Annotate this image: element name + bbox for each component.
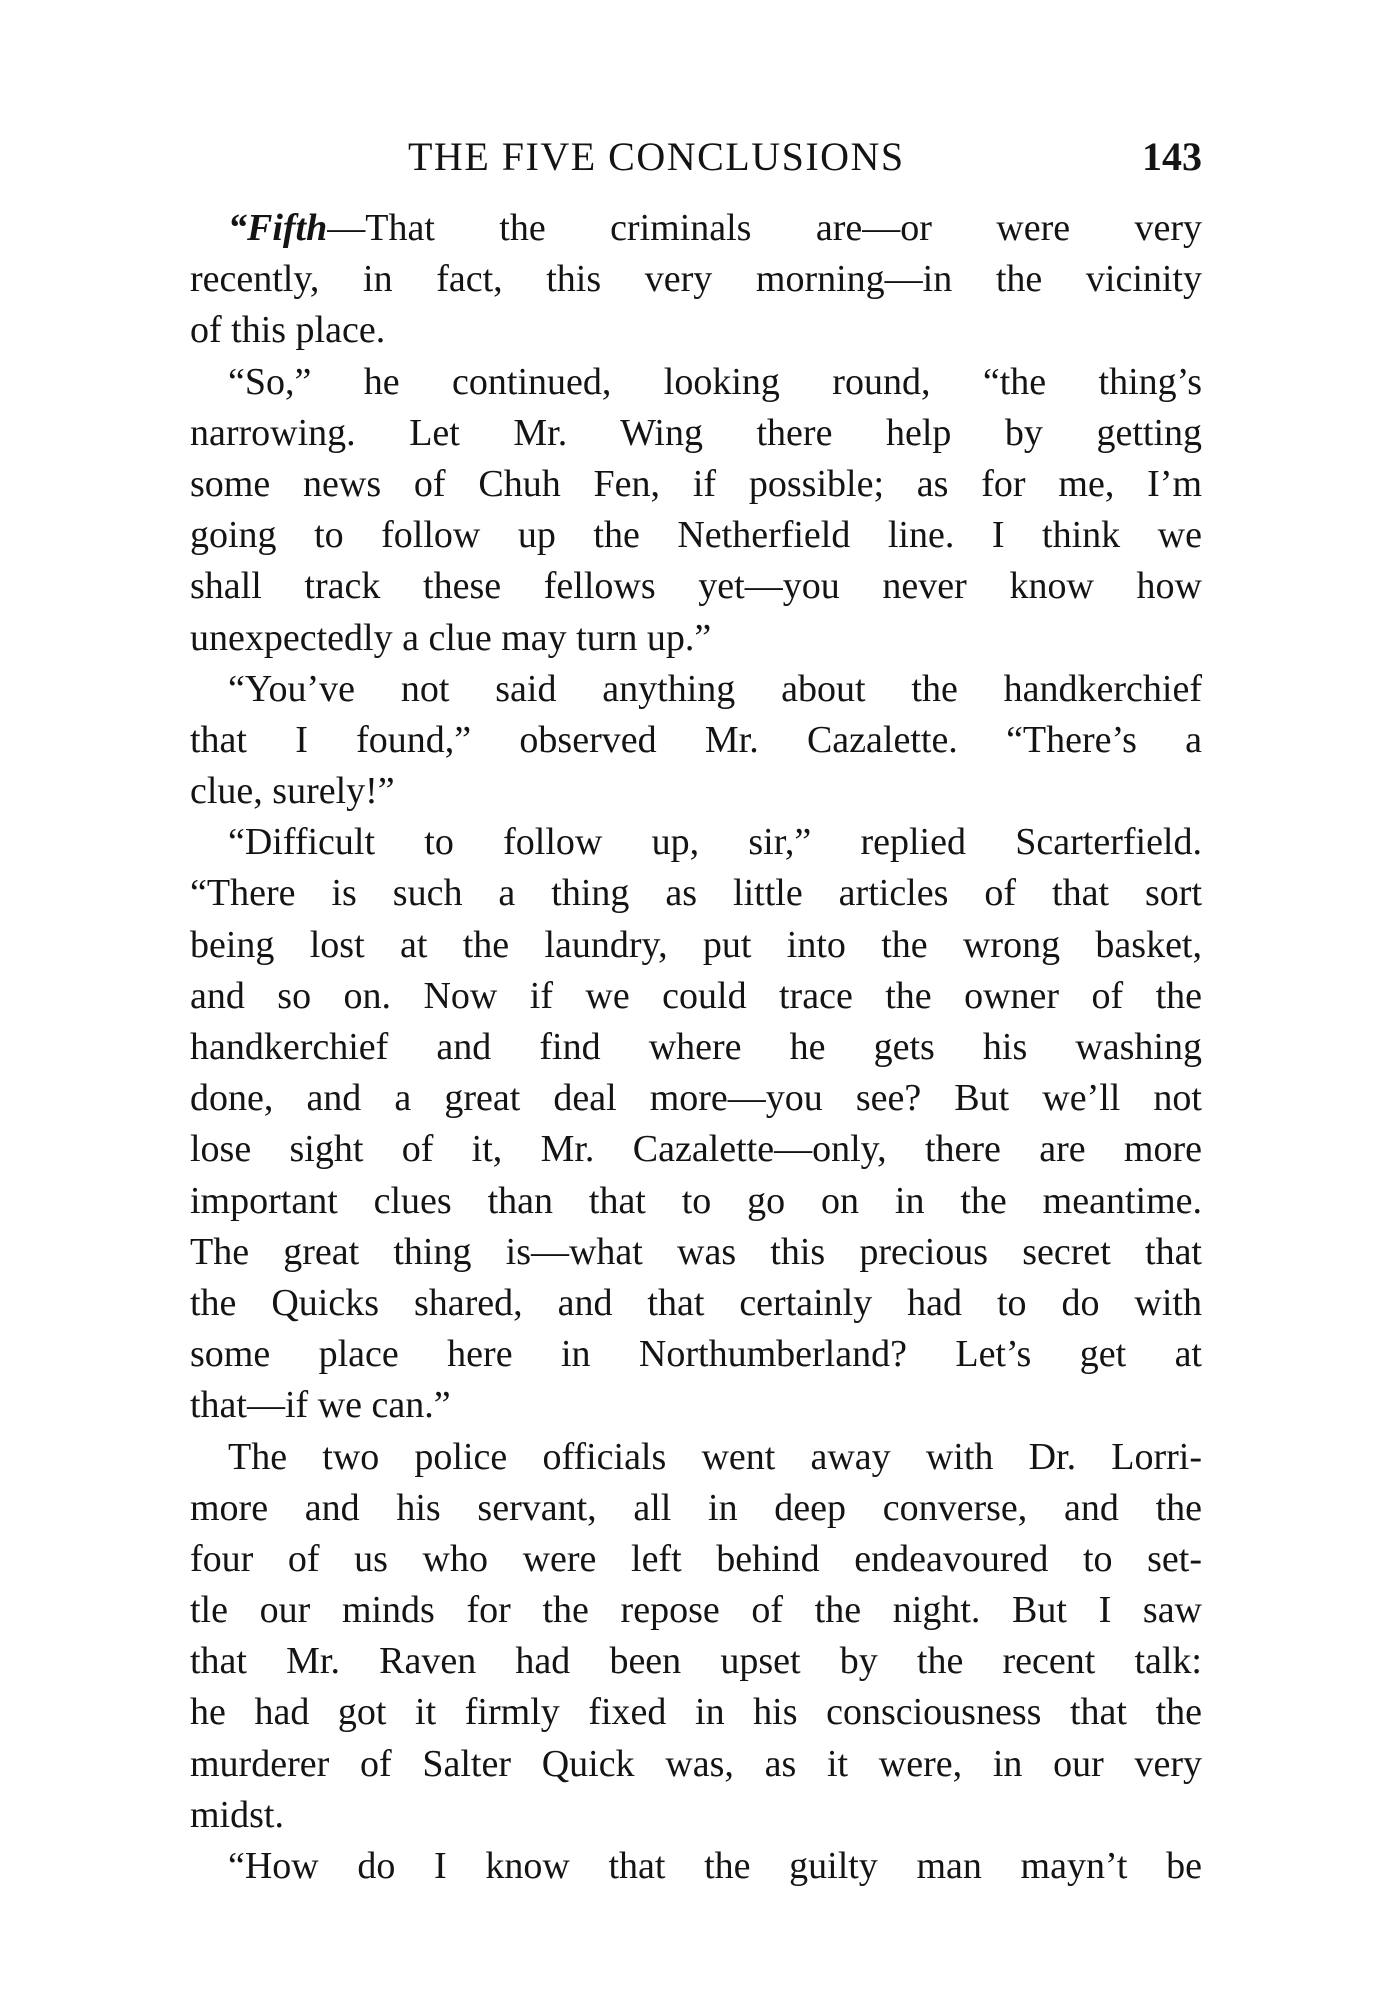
section-lead: “Fifth (228, 207, 328, 249)
page-number: 143 (1142, 134, 1202, 179)
text-line: going to follow up the Netherfield line. I think we (190, 514, 1202, 557)
text-line: done, and a great deal more—you see? But we’ll not (190, 1077, 1202, 1120)
text-line: being lost at the laundry, put into the wrong basket, (190, 923, 1202, 966)
text-line: lose sight of it, Mr. Cazalette—only, there are more (190, 1128, 1202, 1171)
text-line: and so on. Now if we could trace the owner of the (190, 974, 1202, 1017)
text-line: murderer of Salter Quick was, as it were, in our very (190, 1742, 1202, 1785)
text-line: handkerchief and find where he gets his washing (190, 1026, 1202, 1068)
text-line: narrowing. Let Mr. Wing there help by getting (190, 411, 1202, 454)
page-header (190, 132, 1202, 182)
text-line: The two police officials went away with Dr. Lorri- (228, 1435, 1202, 1478)
text-line: more and his servant, all in deep converse, and the (190, 1486, 1202, 1529)
body-text (190, 203, 1202, 1892)
text-line: important clues than that to go on in the meantime. (190, 1179, 1202, 1222)
text-line: midst. (190, 1793, 284, 1836)
text-line: recently, in fact, this very morning—in the vicinity (190, 258, 1202, 301)
text-line: “How do I know that the guilty man mayn’t be (228, 1845, 1202, 1887)
text-line: of this place. (190, 309, 386, 352)
text-line: that—if we can.” (190, 1384, 451, 1427)
text-line: unexpectedly a clue may turn up.” (190, 616, 712, 659)
text-line: he had got it firmly fixed in his consciousness that the (190, 1691, 1202, 1734)
text-line: The great thing is—what was this precious secret that (190, 1230, 1202, 1273)
text-line: some news of Chuh Fen, if possible; as for me, I’m (190, 462, 1202, 505)
text-line: “Difficult to follow up, sir,” replied Scarterfield. (228, 821, 1202, 864)
text-line: “So,” he continued, looking round, “the thing’s (228, 360, 1202, 403)
running-title: THE FIVE CONCLUSIONS (408, 134, 905, 179)
text-line: that I found,” observed Mr. Cazalette. “There’s a (190, 718, 1202, 761)
text-line: “Fifth—That the criminals are—or were very (228, 207, 1202, 249)
text-line: four of us who were left behind endeavoured to set- (190, 1537, 1202, 1580)
text-line: the Quicks shared, and that certainly had to do with (190, 1281, 1202, 1324)
text-line: “You’ve not said anything about the handkerchief (228, 667, 1202, 710)
text-line: “There is such a thing as little articles of that sort (190, 872, 1202, 915)
text-line: that Mr. Raven had been upset by the recent talk: (190, 1640, 1202, 1683)
text-line: tle our minds for the repose of the night. But I saw (190, 1589, 1202, 1632)
text-line: some place here in Northumberland? Let’s get at (190, 1333, 1202, 1376)
text-line: shall track these fellows yet—you never know how (190, 565, 1202, 608)
text-line: clue, surely!” (190, 770, 395, 813)
